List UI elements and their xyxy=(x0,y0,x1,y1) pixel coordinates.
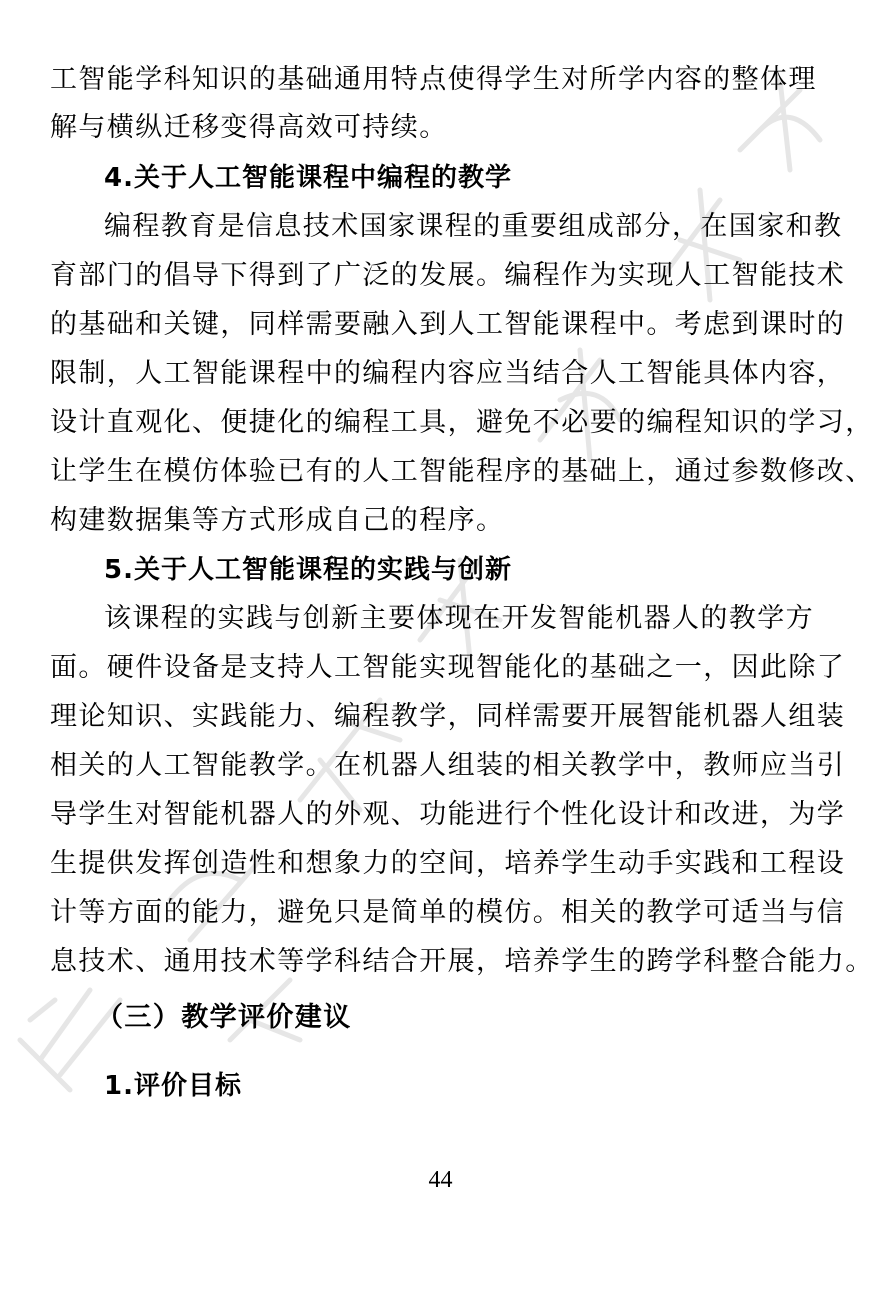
section-heading-evaluation: （三）教学评价建议 xyxy=(96,1002,352,1033)
paragraph-line: 让学生在模仿体验已有的人工智能程序的基础上，通过参数修改、 xyxy=(50,456,874,487)
paragraph-line: 理论知识、实践能力、编程教学，同样需要开展智能机器人组装 xyxy=(50,701,846,732)
heading-programming-teaching: 4.关于人工智能课程中编程的教学 xyxy=(104,163,512,193)
paragraph-line: 设计直观化、便捷化的编程工具，避免不必要的编程知识的学习， xyxy=(50,407,874,438)
paragraph-line: 导学生对智能机器人的外观、功能进行个性化设计和改进，为学 xyxy=(50,799,846,830)
paragraph-line: 限制，人工智能课程中的编程内容应当结合人工智能具体内容， xyxy=(50,358,846,389)
paragraph-line: 的基础和关键，同样需要融入到人工智能课程中。考虑到课时的 xyxy=(50,309,846,340)
paragraph-line: 该课程的实践与创新主要体现在开发智能机器人的教学方 xyxy=(104,603,814,634)
heading-practice-innovation: 5.关于人工智能课程的实践与创新 xyxy=(104,555,512,585)
paragraph-line: 解与横纵迁移变得高效可持续。 xyxy=(50,112,448,143)
paragraph-line: 工智能学科知识的基础通用特点使得学生对所学内容的整体理 xyxy=(50,64,817,95)
paragraph-line: 相关的人工智能教学。在机器人组装的相关教学中，教师应当引 xyxy=(50,750,846,781)
paragraph-line: 育部门的倡导下得到了广泛的发展。编程作为实现人工智能技术 xyxy=(50,260,846,291)
paragraph-line: 息技术、通用技术等学科结合开展，培养学生的跨学科整合能力。 xyxy=(50,946,874,977)
subheading-evaluation-goals: 1.评价目标 xyxy=(104,1071,242,1101)
paragraph-line: 计等方面的能力，避免只是简单的模仿。相关的教学可适当与信 xyxy=(50,897,846,928)
paragraph-line: 编程教育是信息技术国家课程的重要组成部分，在国家和教 xyxy=(104,211,843,242)
page-number: 44 xyxy=(428,1167,453,1193)
paragraph-line: 构建数据集等方式形成自己的程序。 xyxy=(50,505,505,536)
paragraph-line: 生提供发挥创造性和想象力的空间，培养学生动手实践和工程设 xyxy=(50,848,846,879)
paragraph-line: 面。硬件设备是支持人工智能实现智能化的基础之一，因此除了 xyxy=(50,652,846,683)
